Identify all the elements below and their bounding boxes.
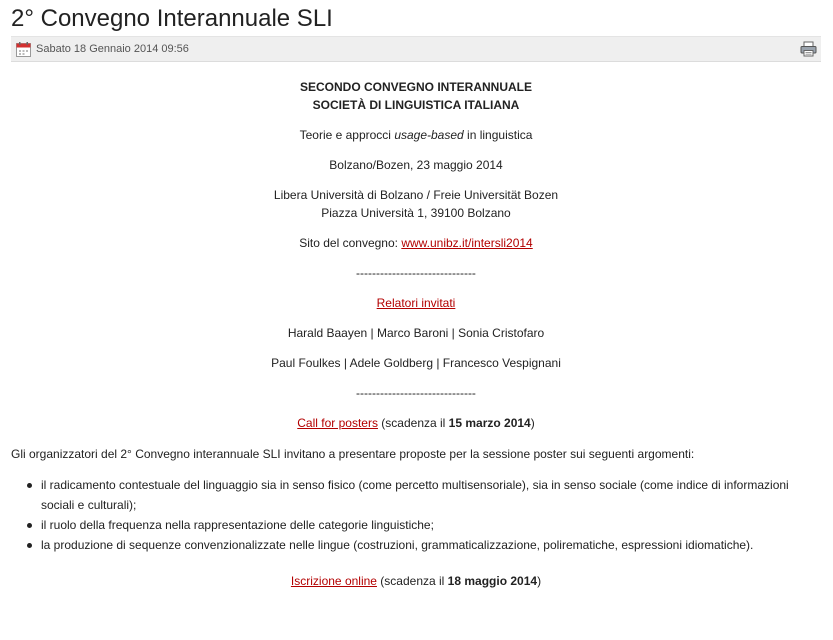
topic-text: la produzione di sequenze convenzionalizzate nelle lingue (costruzioni, grammaticalizzazione, polirematiche, espressioni idiomatiche). (41, 538, 754, 552)
conference-theme (11, 126, 821, 144)
registration-prefix: (scadenza il (376, 574, 448, 588)
speakers-heading (11, 294, 821, 312)
site-link[interactable]: www.unibz.it/intersli2014 (401, 236, 533, 250)
theme-emphasis: usage-based (394, 128, 464, 142)
conference-heading-line2: SOCIETÀ DI LINGUISTICA ITALIANA (312, 98, 520, 112)
bullet-icon (27, 523, 32, 528)
list-item (11, 535, 821, 555)
organizers-intro: Gli organizzatori del 2° Convegno interannuale SLI invitano a presentare proposte per la sessione poster sui seguenti argomenti: (11, 447, 695, 461)
posters-prefix: (scadenza il (377, 416, 449, 430)
article-date: Sabato 18 Gennaio 2014 09:56 (36, 43, 189, 55)
topics-list (11, 475, 821, 555)
online-registration (11, 572, 821, 590)
theme-prefix: Teorie e approcci (299, 128, 395, 142)
article-meta-bar (11, 36, 821, 62)
university-address: Piazza Università 1, 39100 Bolzano (321, 206, 511, 220)
list-item (11, 515, 821, 535)
page-title: 2° Convegno Interannuale SLI (11, 5, 333, 32)
bullet-icon (27, 543, 32, 548)
speakers-link[interactable]: Relatori invitati (376, 296, 456, 310)
calendar-icon (16, 42, 31, 57)
topic-text: sociali e culturali); (41, 498, 137, 512)
separator-2: ------------------------------ (356, 386, 476, 400)
registration-deadline: 18 maggio 2014 (447, 574, 538, 588)
site-label: Sito del convegno: (299, 236, 402, 250)
posters-link[interactable]: Call for posters (297, 416, 378, 430)
conference-site (11, 234, 821, 252)
call-for-posters (11, 414, 821, 432)
posters-deadline: 15 marzo 2014 (448, 416, 531, 430)
separator-1: ------------------------------ (356, 266, 476, 280)
print-icon[interactable] (800, 41, 817, 57)
bullet-icon (27, 483, 32, 488)
registration-link[interactable]: Iscrizione online (290, 574, 377, 588)
theme-suffix: in linguistica (463, 128, 533, 142)
topic-text: il radicamento contestuale del linguaggio sia in senso fisico (come percetto multisensoriale), sia in senso sociale (come indice di informazioni (41, 478, 789, 492)
speakers-line2: Paul Foulkes | Adele Goldberg | Francesco Vespignani (271, 356, 561, 370)
university-name: Libera Università di Bolzano / Freie Universität Bozen (273, 188, 559, 202)
conference-place-date: Bolzano/Bozen, 23 maggio 2014 (329, 158, 503, 172)
list-item-continuation (11, 495, 821, 515)
topic-text: il ruolo della frequenza nella rappresentazione delle categorie linguistiche; (41, 518, 434, 532)
posters-suffix: ) (530, 416, 535, 430)
speakers-line1: Harald Baayen | Marco Baroni | Sonia Cristofaro (287, 326, 545, 340)
conference-heading-line1: SECONDO CONVEGNO INTERANNUALE (299, 80, 532, 94)
registration-suffix: ) (537, 574, 542, 588)
list-item (11, 475, 821, 495)
